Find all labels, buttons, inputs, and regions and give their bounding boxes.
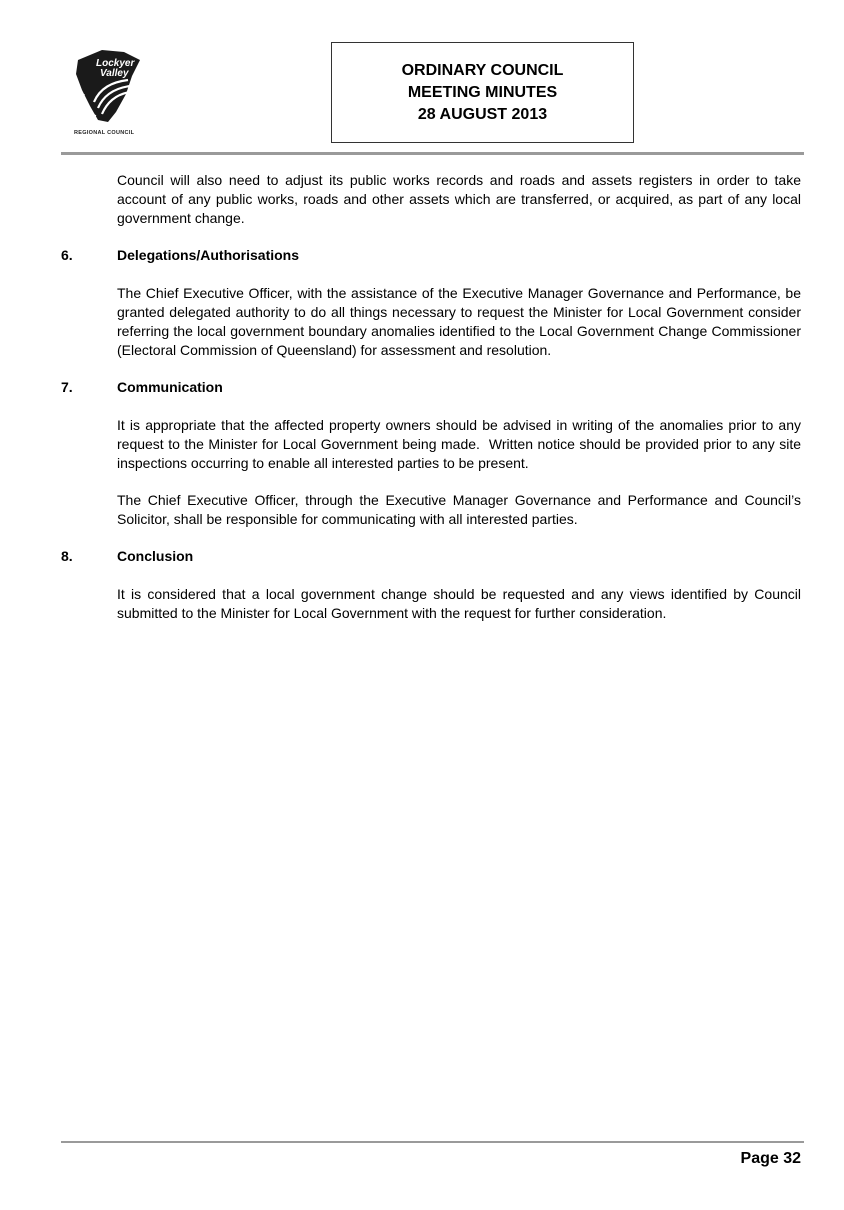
svg-text:Lockyer: Lockyer [96, 58, 135, 69]
intro-paragraph: Council will also need to adjust its public works records and roads and assets registers in order to take account of any public works, roads and other assets which are transferred, or acquired, as part of any local government change. [117, 172, 801, 226]
svg-text:REGIONAL COUNCIL: REGIONAL COUNCIL [74, 130, 135, 136]
minutes-body [61, 171, 804, 641]
section-number: 8. [61, 548, 73, 564]
footer-divider [61, 1141, 804, 1143]
section-title: Communication [117, 379, 223, 395]
section-heading-delegations [61, 246, 804, 265]
section-paragraph: The Chief Executive Officer, with the assistance of the Executive Manager Governance and Performance, be granted delegated authority to do all things necessary to request the Minister for Local Government consider referring the local government boundary anomalies identified to the Local Government Change Commissioner (Electoral Commission of Queensland) for assessment and resolution. [117, 285, 801, 358]
section-paragraph: It is appropriate that the affected property owners should be advised in writing of the anomalies prior to any request to the Minister for Local Government being made. Written notice should be provided prior to any site inspections occurring to enable all interested parties to be present. [117, 417, 805, 471]
lockyer-valley-logo-icon [72, 46, 148, 138]
section-heading-conclusion [61, 547, 804, 566]
title-line: MEETING MINUTES [407, 83, 558, 101]
section-paragraph: The Chief Executive Officer, through the Executive Manager Governance and Performance and Council’s Solicitor, shall be responsible for communicating with all interested parties. [117, 492, 801, 527]
title-line: ORDINARY COUNCIL [401, 61, 564, 79]
page-number: Page 32 [740, 1150, 801, 1167]
title-line: 28 AUGUST 2013 [417, 105, 548, 123]
document-title [331, 42, 634, 143]
header-divider [61, 152, 804, 155]
section-title: Delegations/Authorisations [117, 247, 300, 263]
section-number: 7. [61, 379, 73, 395]
section-title: Conclusion [117, 548, 194, 564]
section-number: 6. [61, 247, 73, 263]
council-logo [72, 46, 148, 138]
section-heading-communication [61, 378, 804, 397]
svg-text:Valley: Valley [100, 68, 129, 79]
section-paragraph: It is considered that a local government change should be requested and any views identified by Council submitted to the Minister for Local Government with the request for further consideration. [117, 586, 801, 621]
